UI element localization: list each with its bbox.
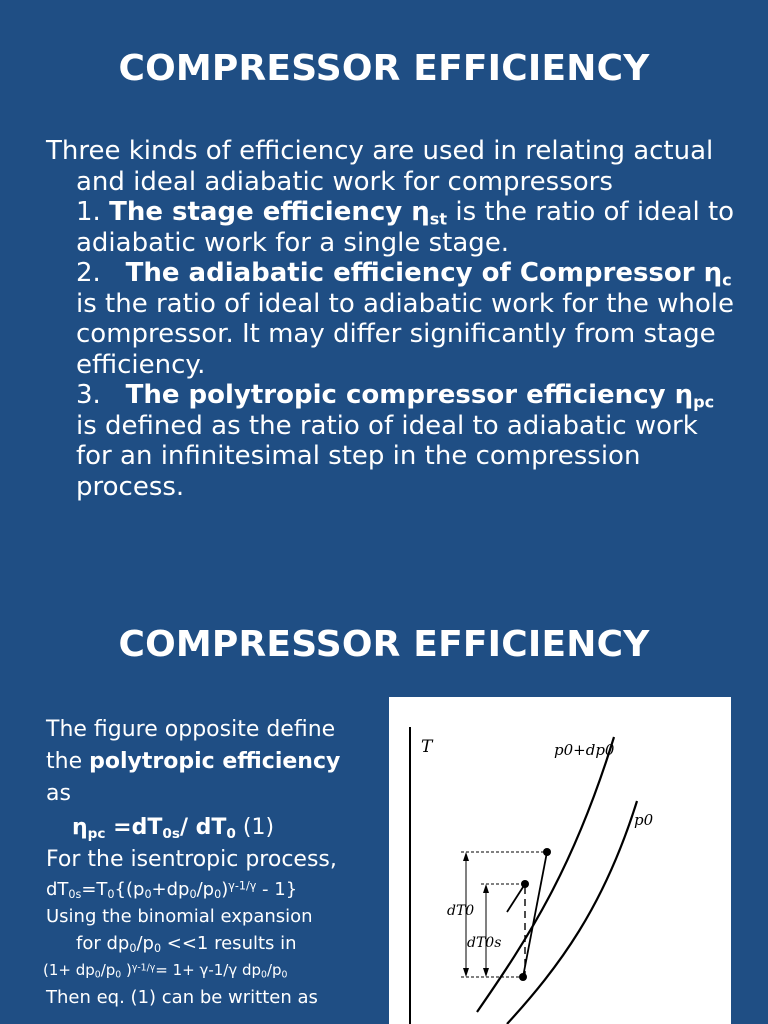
text-line-5: For the isentropic process, (46, 847, 337, 872)
ts-diagram-figure (389, 697, 731, 1024)
item-description: is the ratio of ideal to adiabatic work for a single stage. (76, 197, 735, 258)
curve-p0-label: p0 (634, 811, 654, 829)
line9-subscript: 0 (115, 969, 122, 981)
isentropic-process-line (507, 884, 525, 912)
text-line-7: Using the binomial expansion (46, 906, 313, 927)
slide-1-title: COMPRESSOR EFFICIENCY (118, 48, 650, 89)
eta-symbol: η (72, 815, 88, 840)
efficiency-item-3 (46, 380, 736, 502)
eq2-subscript: 0 (189, 888, 197, 902)
eq2-subscript: 0 (107, 888, 115, 902)
item-subscript: pc (693, 392, 715, 412)
eq1-mid: =dT (105, 815, 163, 840)
polytropic-efficiency-term: polytropic efficiency (89, 749, 341, 774)
dt0s-arrow-top (483, 884, 489, 893)
line9-part: /p (100, 961, 116, 979)
efficiency-item-2 (46, 258, 736, 380)
line9-subscript: 0 (261, 969, 267, 981)
equation-number: (1) (235, 815, 275, 840)
curve-p0-plus-dp0 (477, 737, 614, 1012)
text-line-2 (46, 746, 376, 778)
line8-subscript: 0 (153, 942, 162, 956)
eq1-mid-subscript: 0s (162, 825, 180, 842)
eq2-exponent: γ-1/γ (228, 879, 257, 893)
item-name: The adiabatic efficiency of Compressor η (125, 258, 723, 288)
dt0-label: dT0 (447, 903, 475, 919)
item-number: 3. (76, 380, 101, 410)
dt0s-arrow-bottom (483, 968, 489, 977)
text-line-8 (46, 930, 376, 957)
slide-2-body (43, 714, 376, 1011)
eq2-part: /p (196, 879, 215, 900)
eta-subscript: pc (87, 825, 106, 842)
slide-1-body (46, 136, 736, 502)
item-name: The stage efficiency η (109, 197, 430, 227)
curve-p0 (507, 801, 637, 1024)
item-description: is the ratio of ideal to adiabatic work for the whole compressor. It may differ significantly from stage efficiency. (76, 288, 735, 380)
item-description: is defined as the ratio of ideal to adiabatic work for an infinitesimal step in the compression process. (76, 410, 698, 502)
efficiency-item-1 (46, 197, 736, 258)
item-name: The polytropic compressor efficiency η (125, 380, 694, 410)
binomial-expansion (43, 957, 376, 984)
dt0s-label: dT0s (467, 935, 502, 951)
eq2-part: dT (46, 879, 69, 900)
eq2-part: - 1} (256, 879, 298, 900)
line9-part: ) (121, 961, 132, 979)
line9-part: (1+ dp (43, 961, 95, 979)
eq1-end-subscript: 0 (226, 825, 236, 842)
text-line-10: Then eq. (1) can be written as (46, 987, 318, 1008)
eq2-part: +dp (151, 879, 190, 900)
curve-p0-plus-dp0-label: p0+dp0 (554, 741, 615, 759)
line9-subscript: 0 (281, 969, 288, 981)
dt0-arrow-top (463, 852, 469, 861)
text-line-2-prefix: the (46, 749, 90, 774)
eq2-part: ) (221, 879, 229, 900)
eq2-subscript: 0 (144, 888, 152, 902)
line8-part: /p (136, 933, 154, 954)
line9-part: = 1+ γ-1/γ dp (155, 961, 262, 979)
ts-diagram (389, 697, 731, 1024)
eq2-part: =T (81, 879, 108, 900)
line9-subscript: 0 (94, 969, 101, 981)
actual-process-line (523, 852, 547, 977)
intro-line-1: Three kinds of efficiency are used in relating actual (46, 136, 714, 166)
item-subscript: st (429, 209, 448, 229)
item-number: 1. (76, 197, 101, 227)
intro-line-2: and ideal adiabatic work for compressors (76, 166, 613, 197)
eq2-part: {(p (114, 879, 145, 900)
equation-2 (46, 876, 376, 903)
t-axis-label: T (421, 737, 433, 757)
slide-2-title: COMPRESSOR EFFICIENCY (118, 624, 650, 665)
line8-subscript: 0 (129, 942, 137, 956)
line8-part: <<1 results in (161, 933, 297, 954)
slide-2 (0, 576, 768, 1024)
equation-1 (46, 812, 376, 844)
text-line-3: as (46, 781, 71, 806)
dt0-arrow-bottom (463, 968, 469, 977)
item-number: 2. (76, 258, 101, 288)
eq1-slash: / dT (179, 815, 227, 840)
line9-exponent: γ-1/γ (131, 962, 156, 974)
eq2-subscript: 0s (68, 888, 82, 902)
item-subscript: c (722, 270, 732, 290)
line9-part: /p (266, 961, 282, 979)
eq2-subscript: 0 (214, 888, 222, 902)
line8-part: for dp (76, 933, 130, 954)
text-line-1: The figure opposite define (46, 717, 336, 742)
